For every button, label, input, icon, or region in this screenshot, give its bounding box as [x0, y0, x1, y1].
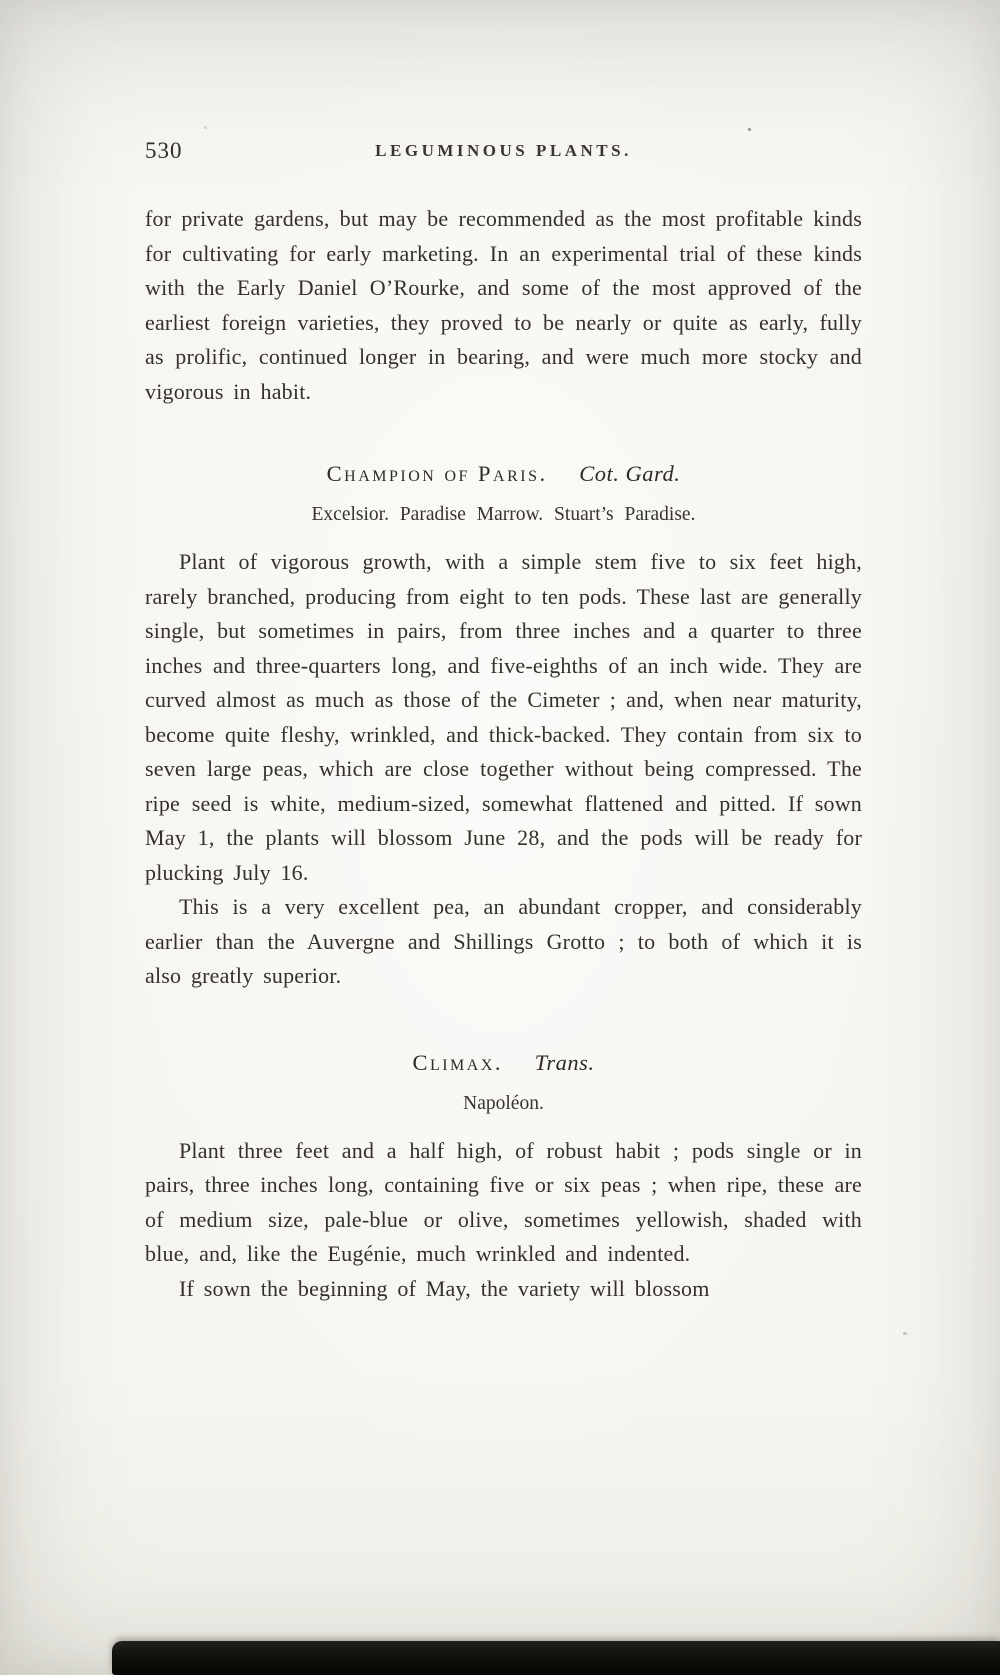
body-paragraph: Plant of vigorous growth, with a simple stem five to six feet high, rarely branched, producing from eight to ten pods. These last are generally single, but sometimes in pairs, from three inches and a quarter to three inches and three-quarters long, and five-eighths of an inch wide. They are curved almost as much as those of the Cimeter ; and, when near maturity, become quite fleshy, wrinkled, and thick-backed. They contain from six to seven large peas, which are close together without being compressed. The ripe seed is white, medium-sized, somewhat flattened and pitted. If sown May 1, the plants will blossom June 28, and the pods will be ready for plucking July 16.: [145, 549, 862, 885]
source-citation: Trans.: [534, 1049, 595, 1075]
page-header: [145, 138, 862, 166]
intro-paragraph: for private gardens, but may be recommended as the most profitable kinds for cultivating for early marketing. In an experimental trial of these kinds with the Early Daniel O’Rourke, and some of the most approved of the earliest foreign varieties, they proved to be nearly or quite as early, fully as prolific, continued longer in bearing, and were much more stocky and vigorous in habit.: [145, 206, 862, 404]
page-body: [145, 202, 862, 1306]
page-number: 530: [145, 138, 183, 163]
section-heading-climax: [145, 1048, 862, 1078]
synonyms-line: Napoléon.: [463, 1092, 544, 1114]
synonyms-line: Excelsior. Paradise Marrow. Stuart’s Paradise.: [311, 504, 696, 525]
scan-edge-artifact: [112, 1641, 1000, 1675]
body-paragraph: This is a very excellent pea, an abundant cropper, and considerably earlier than the Auvergne and Shillings Grotto ; to both of which it is also greatly superior.: [145, 894, 862, 988]
scan-speck: [204, 126, 207, 129]
variety-name: Champion of Paris.: [326, 461, 548, 486]
section-heading-champion-of-paris: [145, 459, 862, 489]
running-head: LEGUMINOUS PLANTS.: [375, 141, 632, 160]
scan-speck: [903, 1332, 907, 1335]
source-citation: Cot. Gard.: [579, 461, 681, 486]
variety-name: Climax.: [412, 1049, 504, 1075]
scan-speck: [748, 128, 751, 131]
body-paragraph: If sown the beginning of May, the variety will blossom: [179, 1275, 710, 1301]
body-paragraph: Plant three feet and a half high, of robust habit ; pods single or in pairs, three inches long, containing five or six peas ; when ripe, these are of medium size, pale-blue or olive, sometimes yellowish, shaded with blue, and, like the Eugénie, much wrinkled and indented.: [145, 1137, 862, 1266]
